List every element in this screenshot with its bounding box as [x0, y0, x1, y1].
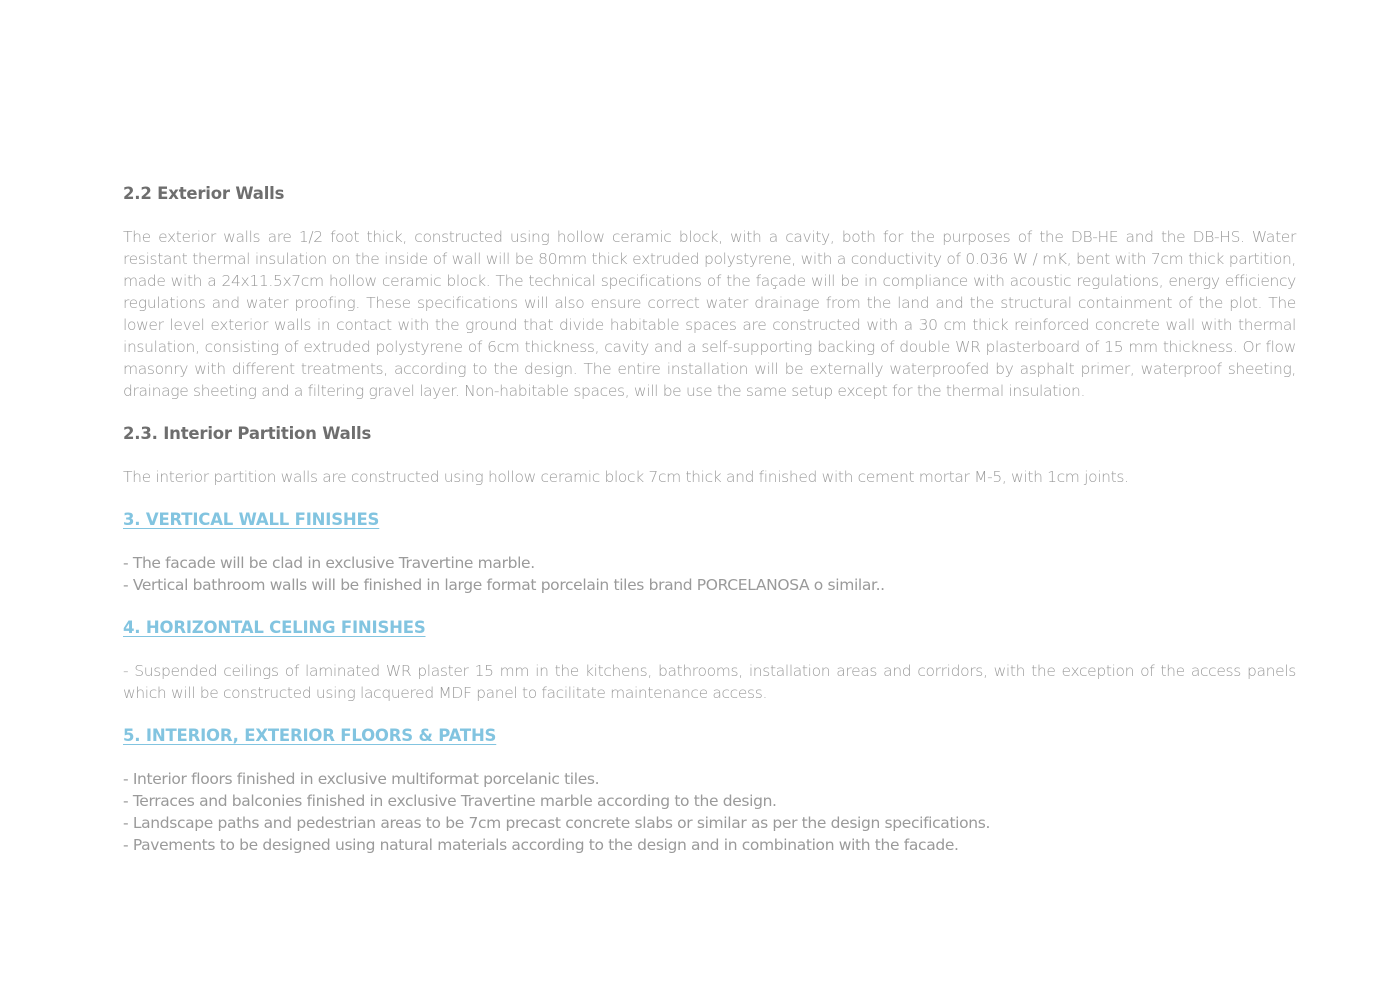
- interior-partition-paragraph: The interior partition walls are constructed using hollow ceramic block 7cm thick and finished with cement mortar M-5, with 1cm joints.: [123, 468, 1129, 486]
- floors-item-2: - Terraces and balconies finished in exclusive Travertine marble according to the design.: [123, 792, 777, 810]
- interior-partition-heading: 2.3. Interior Partition Walls: [123, 424, 372, 443]
- floors-item-3: - Landscape paths and pedestrian areas to be 7cm precast concrete slabs or similar as per the design specifications.: [123, 814, 991, 832]
- horizontal-ceiling-finishes-link[interactable]: 4. HORIZONTAL CELING FINISHES: [123, 618, 426, 637]
- horizontal-ceiling-paragraph: - Suspended ceilings of laminated WR plaster 15 mm in the kitchens, bathrooms, installation areas and corridors, with the exception of the access panels which will be constructed using lacquered MDF panel to facilitate maintenance access.: [123, 662, 1296, 702]
- exterior-walls-paragraph: The exterior walls are 1/2 foot thick, constructed using hollow ceramic block, with a cavity, both for the purposes of the DB-HE and the DB-HS. Water resistant thermal insulation on the inside of wall will be 80mm thick extruded polystyrene, with a conductivity of 0.036 W / mK, bent with 7cm thick partition, made with a 24x11.5x7cm hollow ceramic block. The technical specifications of the façade will be in compliance with acoustic regulations, energy efficiency regulations and water proofing. These specifications will also ensure correct water drainage from the land and the structural containment of the plot. The lower level exterior walls in contact with the ground that divide habitable spaces are constructed with a 30 cm thick reinforced concrete wall with thermal insulation, consisting of extruded polystyrene of 6cm thickness, cavity and a self-supporting backing of double WR plasterboard of 15 mm thickness. Or flow masonry with different treatments, according to the design. The entire installation will be externally waterproofed by asphalt primer, waterproof sheeting, drainage sheeting and a filtering gravel layer. Non-habitable spaces, will be use the same setup except for the thermal insulation.: [123, 228, 1296, 400]
- document-content: [123, 182, 1296, 856]
- exterior-walls-heading: 2.2 Exterior Walls: [123, 184, 285, 203]
- vertical-wall-finishes-link[interactable]: 3. VERTICAL WALL FINISHES: [123, 510, 380, 529]
- floors-paths-link[interactable]: 5. INTERIOR, EXTERIOR FLOORS & PATHS: [123, 726, 497, 745]
- vertical-finish-item-2: - Vertical bathroom walls will be finished in large format porcelain tiles brand PORCELANOSA o similar..: [123, 576, 885, 594]
- floors-item-1: - Interior floors finished in exclusive multiformat porcelanic tiles.: [123, 770, 600, 788]
- floors-item-4: - Pavements to be designed using natural materials according to the design and in combination with the facade.: [123, 836, 959, 854]
- vertical-finish-item-1: - The facade will be clad in exclusive Travertine marble.: [123, 554, 535, 572]
